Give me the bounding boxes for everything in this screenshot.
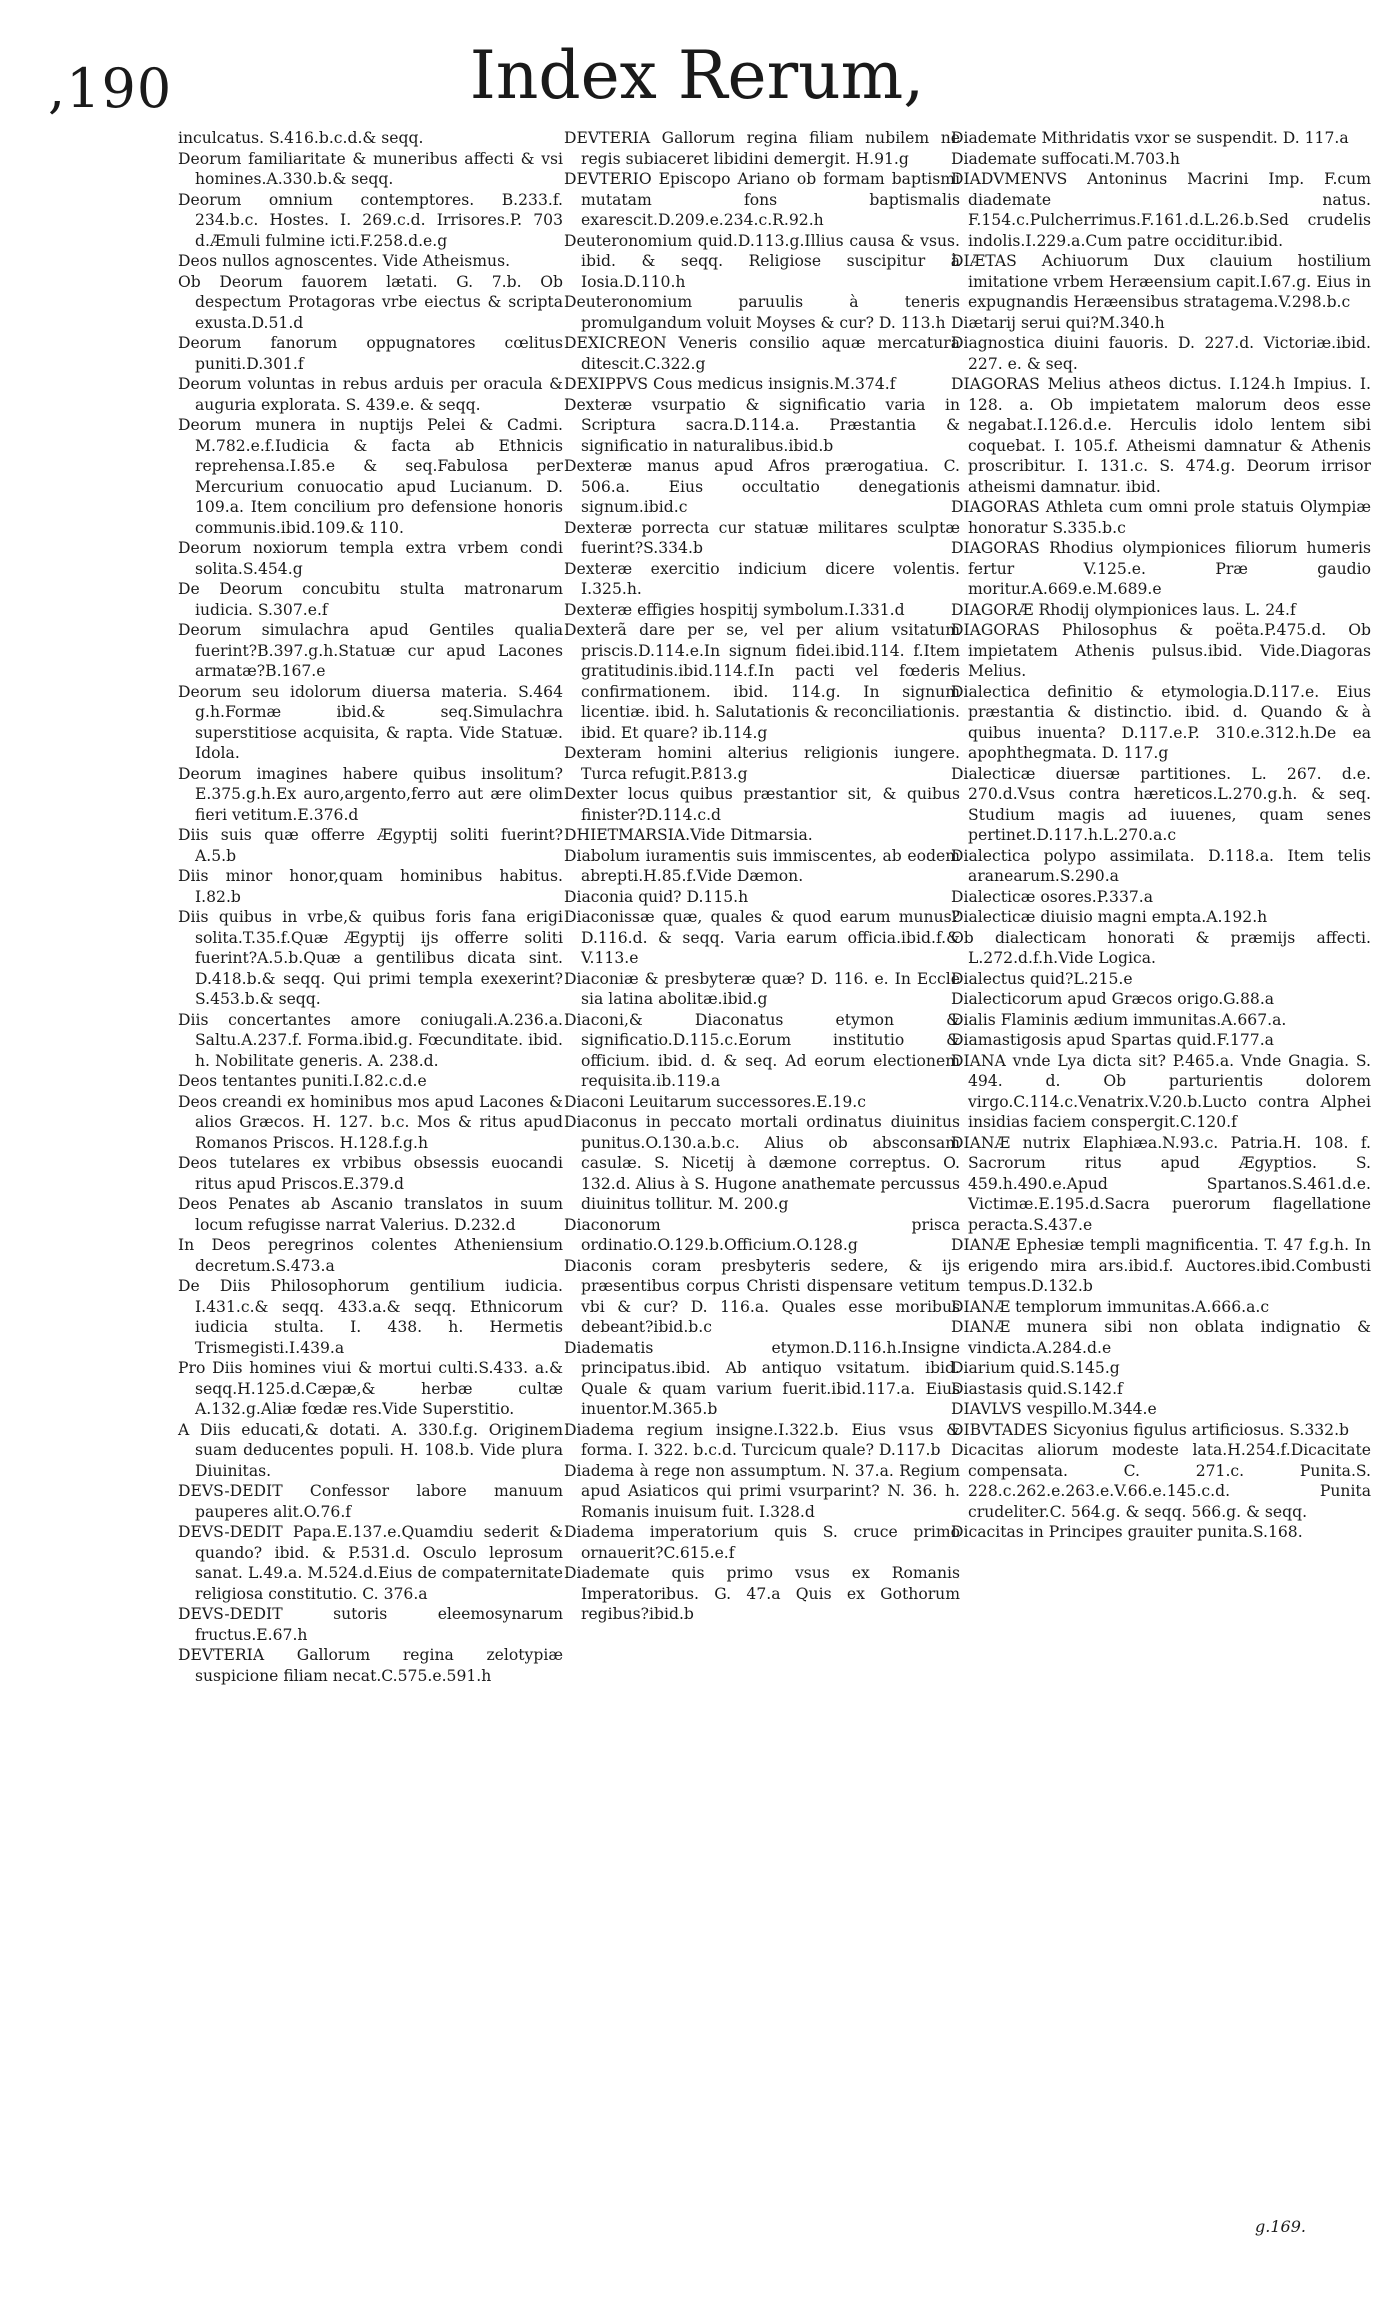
index-entry: DIAGORAS Melius atheos dictus. I.124.h Impius. I. 128. a. Ob impietatem malorum deos esse negabat.I.126.d.e. Herculis idolo lentem sibi coquebat. I. 105.f. Atheismi damnatur & Athenis proscribitur. I. 131.c. S. 474.g. Deorum irrisor atheismi damnatur. ibid. [951,375,1371,496]
page-title: Index Rerum, [469,37,925,114]
index-entry: DIANÆ templorum immunitas.A.666.a.c [951,1297,1270,1316]
index-entry: Dexteræ manus apud Afros prærogatiua. C. 506.a. Eius occultatio denegationis signum.ibid.c [564,457,960,516]
index-entry: DIANÆ nutrix Elaphiæa.N.93.c. Patria.H. 108. f. Sacrorum ritus apud Ægyptios. S. 459.h.490.e.Apud Spartanos.S.461.d.e. Victimæ.E.195.d.Sacra puerorum flagellatione peracta.S.437.e [951,1133,1371,1234]
index-entry: DIANÆ munera sibi non oblata indignatio & vindicta.A.284.d.e [951,1318,1371,1357]
index-entry: Dialectica polypo assimilata. D.118.a. Item telis aranearum.S.290.a [951,846,1371,885]
index-entry: Dialecticæ diuisio magni empta.A.192.h [951,908,1268,926]
index-entry: DEXICREON Veneris consilio aquæ mercatura ditescit.C.322.g [564,334,960,373]
index-entry: DIBVTADES Sicyonius figulus artificiosus. S.332.b [951,1420,1350,1439]
index-entry: Deorum voluntas in rebus arduis per oracula & auguria explorata. S. 439.e. & seqq. [178,375,563,414]
index-entry: Dialecticæ diuersæ partitiones. L. 267. d.e. 270.d.Vsus contra hæreticos.L.270.g.h. & seq. Studium magis ad iuuenes, quam senes pertinet.D.117.h.L.270.a.c [951,764,1371,844]
index-entry: Diademate suffocati.M.703.h [951,149,1180,168]
index-entry: DIAGORAS Philosophus & poëta.P.475.d. Ob impietatem Athenis pulsus.ibid. Vide.Diagoras Melius. [951,621,1371,680]
page-number: ,190 [48,57,173,120]
index-entry: Deorum seu idolorum diuersa materia. S.464 g.h.Formæ ibid.& seq.Simulachra superstitiose acquisita, & rapta. Vide Statuæ. Idola. [178,682,563,762]
index-entry: Diaconis coram presbyteris sedere, & ijs præsentibus corpus Christi dispensare vetitum vbi & cur? D. 116.a. Quales esse moribus debeant?ibid.b.c [564,1256,960,1336]
index-entry: Dialectica definitio & etymologia.D.117.e. Eius præstantia & distinctio. ibid. d. Quando & à quibus inuenta? D.117.e.P. 310.e.312.h.De ea apophthegmata. D. 117.g [951,682,1371,762]
index-entry: Diagnostica diuini fauoris. D. 227.d. Victoriæ.ibid. 227. e. & seq. [951,334,1371,373]
index-entry: Deorum omnium contemptores. B.233.f. 234.b.c. Hostes. I. 269.c.d. Irrisores.P. 703 d.Æmuli fulmine icti.F.258.d.e.g [178,190,563,250]
index-entry: Diamastigosis apud Spartas quid.F.177.a [951,1031,1274,1049]
index-entry: Deos tutelares ex vrbibus obsessis euocandi ritus apud Priscos.E.379.d [178,1154,563,1193]
index-entry: Diaconus in peccato mortali ordinatus diuinitus punitus.O.130.a.b.c. Alius ob absconsam casulæ. S. Nicetij à dæmone correptus. O. 132.d. Alius à S. Hugone anathemate percussus diuinitus tollitur. M. 200.g [564,1113,960,1213]
catchword: g.169. [1255,2217,1306,2236]
index-entry: Diis quibus in vrbe,& quibus foris fana erigi solita.T.35.f.Quæ Ægyptij ijs offerre soliti fuerint?A.5.b.Quæ a gentilibus dicata sint. D.418.b.& seqq. Qui primi templa exexerint?S.453.b.& seqq. [178,908,563,1008]
index-entry: DEVS-DEDIT sutoris eleemosynarum fructus.E.67.h [178,1605,563,1644]
index-entry: Diis minor honor,quam hominibus habitus. I.82.b [178,867,563,906]
index-entry: DIAGORAS Rhodius olympionices filiorum humeris fertur V.125.e. Præ gaudio moritur.A.669.e.M.689.e [951,539,1371,598]
index-entry: DIAGORÆ Rhodij olympionices laus. L. 24.f [951,600,1296,619]
index-entry: Diaconi Leuitarum successores.E.19.c [564,1092,866,1111]
index-entry: Deuteronomium paruulis à teneris promulgandum voluit Moyses & cur? D. 113.h [564,293,960,332]
index-entry: Dexteræ exercitio indicium dicere volentis. I.325.h. [564,559,960,598]
index-entry: Dexteræ vsurpatio & significatio varia in Scriptura sacra.D.114.a. Præstantia & significatio in naturalibus.ibid.b [564,395,960,455]
index-entry: Diaconia quid? D.115.h [564,887,749,906]
index-entry: Diadematis etymon.D.116.h.Insigne principatus.ibid. Ab antiquo vsitatum. ibid. Quale & quam varium fuerit.ibid.117.a. Eius inuentor.M.365.b [564,1338,960,1418]
index-entry: Dialectus quid?L.215.e [951,969,1133,988]
index-entry: Diabolum iuramentis suis immiscentes, ab eodem abrepti.H.85.f.Vide Dæmon. [564,846,960,885]
index-entry: DIAGORAS Athleta cum omni prole statuis Olympiæ honoratur S.335.b.c [951,498,1371,537]
index-entry: DIANA vnde Lya dicta sit? P.465.a. Vnde Gnagia. S. 494. d. Ob parturientis dolorem virgo.C.114.c.Venatrix.V.20.b.Lucto contra Alphei insidias faciem conspergit.C.120.f [951,1051,1371,1131]
index-entry: Deuteronomium quid.D.113.g.Illius causa & vsus. ibid. & seqq. Religiose suscipitur à Iosia.D.110.h [564,231,960,291]
index-entry: DIADVMENVS Antoninus Macrini Imp. F.cum diademate natus. F.154.c.Pulcherrimus.F.161.d.L.26.b.Sed crudelis indolis.I.229.a.Cum patre occiditur.ibid. [951,170,1371,250]
index-entry: A Diis educati,& dotati. A. 330.f.g. Originem suam deducentes populi. H. 108.b. Vide plura Diuinitas. [178,1420,563,1480]
index-entry: DEVTERIA Gallorum regina zelotypiæ suspicione filiam necat.C.575.e.591.h [178,1646,563,1685]
index-entry: Dicacitas in Principes grauiter punita.S.168. [951,1523,1303,1541]
index-entry: DIANÆ Ephesiæ templi magnificentia. T. 47 f.g.h. In erigendo mira ars.ibid.f. Auctores.ibid.Combusti tempus.D.132.b [951,1236,1371,1295]
index-entry: Diaconorum prisca ordinatio.O.129.b.Officium.O.128.g [564,1215,960,1254]
index-entry: Deos tentantes puniti.I.82.c.d.e [178,1072,427,1090]
index-entry: Diademate Mithridatis vxor se suspendit. D. 117.a [951,129,1349,147]
index-entry: DEVTERIO Episcopo Ariano ob formam baptismi mutatam fons baptismalis exarescit.D.209.e.234.c.R.92.h [564,170,960,229]
index-entry: Dialecticorum apud Græcos origo.G.88.a [951,990,1275,1008]
index-entry: Dialis Flaminis ædium immunitas.A.667.a. [951,1010,1287,1029]
index-entry: Dexteræ effigies hospitij symbolum.I.331.d [564,600,905,619]
index-entry: Dexteræ porrecta cur statuæ militares sculptæ fuerint?S.334.b [564,518,960,557]
index-entry: Diastasis quid.S.142.f [951,1379,1123,1398]
index-column-middle [564,128,960,1625]
index-entry: inculcatus. S.416.b.c.d.& seqq. [178,129,424,147]
index-entry: Diaconi,& Diaconatus etymon & significatio.D.115.c.Eorum institutio & officium. ibid. d. & seq. Ad eorum electionem requisita.ib.119.a [564,1010,960,1090]
index-entry: Ob Deorum fauorem lætati. G. 7.b. Ob despectum Protagoras vrbe eiectus & scripta exusta.D.51.d [178,272,563,332]
index-entry: DEVTERIA Gallorum regina filiam nubilem ne regis subiaceret libidini demergit. H.91.g [564,129,960,168]
index-entry: Diaconiæ & presbyteræ quæ? D. 116. e. In Eccle sia latina abolitæ.ibid.g [564,969,960,1008]
index-entry: Diadema imperatorium quis S. cruce primo ornauerit?C.615.e.f [564,1523,960,1562]
index-entry: Deos creandi ex hominibus mos apud Lacones & alios Græcos. H. 127. b.c. Mos & ritus apud Romanos Priscos. H.128.f.g.h [178,1092,563,1152]
index-entry: Deorum familiaritate & muneribus affecti & vsi homines.A.330.b.& seqq. [178,149,563,188]
index-entry: De Diis Philosophorum gentilium iudicia. I.431.c.& seqq. 433.a.& seqq. Ethnicorum iudicia stulta. I. 438. h. Hermetis Trismegisti.I.439.a [178,1277,563,1357]
index-entry: Diis suis quæ offerre Ægyptij soliti fuerint? A.5.b [178,826,563,865]
index-entry: DEXIPPVS Cous medicus insignis.M.374.f [564,375,896,393]
index-entry: Diademate quis primo vsus ex Romanis Imperatoribus. G. 47.a Quis ex Gothorum regibus?ibid.b [564,1564,960,1623]
index-entry: Dexterã dare per se, vel per alium vsitatum priscis.D.114.e.In signum fidei.ibid.114. f.Item gratitudinis.ibid.114.f.In pacti vel fœderis confirmationem. ibid. 114.g. In signum licentiæ. ibid. h. Salutationis & reconciliationis. ibid. Et quare? ib.114.g [564,621,960,742]
index-entry: Deorum imagines habere quibus insolitum? E.375.g.h.Ex auro,argento,ferro aut ære olim fieri vetitum.E.376.d [178,764,563,824]
index-column-right [951,128,1371,1543]
index-entry: Ob dialecticam honorati & præmijs affecti. L.272.d.f.h.Vide Logica. [951,928,1371,967]
index-entry: Deorum munera in nuptijs Pelei & Cadmi. M.782.e.f.Iudicia & facta ab Ethnicis reprehensa.I.85.e & seq.Fabulosa per Mercurium conuocatio apud Lucianum. D. 109.a. Item concilium pro defensione honoris communis.ibid.109.& 110. [178,416,563,537]
index-entry: Dicacitas aliorum modeste lata.H.254.f.Dicacitate compensata. C. 271.c. Punita.S. 228.c.262.e.263.e.V.66.e.145.c.d. Punita crudeliter.C. 564.g. & seqq. 566.g. & seqq. [951,1441,1371,1521]
index-entry: Dexter locus quibus præstantior sit, & quibus finister?D.114.c.d [564,785,960,824]
index-entry: In Deos peregrinos colentes Atheniensium decretum.S.473.a [178,1236,563,1275]
index-entry: Diadema à rege non assumptum. N. 37.a. Regium apud Asiaticos qui primi vsurparint? N. 36. h. Romanis inuisum fuit. I.328.d [564,1461,960,1521]
index-entry: DHIETMARSIA.Vide Ditmarsia. [564,826,813,844]
index-entry: DEVS-DEDIT Confessor labore manuum pauperes alit.O.76.f [178,1482,563,1521]
index-entry: Deorum fanorum oppugnatores cœlitus puniti.D.301.f [178,334,563,373]
index-entry: DIÆTAS Achiuorum Dux clauium hostilium imitatione vrbem Heræensium capit.I.67.g. Eius in expugnandis Heræensibus stratagema.V.298.b.c [951,252,1371,311]
index-entry: Diarium quid.S.145.g [951,1359,1120,1377]
index-entry: Deos nullos agnoscentes. Vide Atheismus. [178,252,511,270]
index-entry: Deorum noxiorum templa extra vrbem condi solita.S.454.g [178,539,563,578]
index-entry: Dexteram homini alterius religionis iungere. Turca refugit.P.813.g [564,744,960,783]
index-entry: Diis concertantes amore coniugali.A.236.a. Saltu.A.237.f. Forma.ibid.g. Fœcunditate. ibid. h. Nobilitate generis. A. 238.d. [178,1010,563,1070]
index-entry: Diadema regium insigne.I.322.b. Eius vsus & forma. I. 322. b.c.d. Turcicum quale? D.117.b [564,1420,960,1459]
index-entry: Deos Penates ab Ascanio translatos in suum locum refugisse narrat Valerius. D.232.d [178,1195,563,1234]
index-entry: Deorum simulachra apud Gentiles qualia fuerint?B.397.g.h.Statuæ cur apud Lacones armatæ?B.167.e [178,621,563,680]
index-entry: Dialecticæ osores.P.337.a [951,887,1154,906]
index-column-left [178,128,563,1686]
index-entry: Diaconissæ quæ, quales & quod earum munus? D.116.d. & seqq. Varia earum officia.ibid.f.& V.113.e [564,908,960,967]
index-entry: Pro Diis homines viui & mortui culti.S.433. a.& seqq.H.125.d.Cæpæ,& herbæ cultæ A.132.g.Aliæ fœdæ res.Vide Superstitio. [178,1359,563,1418]
index-entry: DIAVLVS vespillo.M.344.e [951,1400,1157,1418]
index-entry: DEVS-DEDIT Papa.E.137.e.Quamdiu sederit & quando? ibid. & P.531.d. Osculo leprosum sanat. L.49.a. M.524.d.Eius de compaternitate religiosa constitutio. C. 376.a [178,1523,563,1603]
index-entry: De Deorum concubitu stulta matronarum iudicia. S.307.e.f [178,580,563,619]
index-entry: Diætarij serui qui?M.340.h [951,313,1165,332]
